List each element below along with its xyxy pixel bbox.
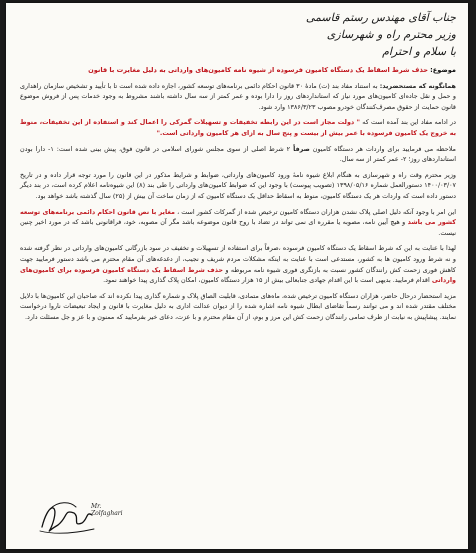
paragraph-1 [20, 81, 456, 113]
paragraph-3 [20, 144, 456, 165]
paragraph-3-part-a: ملاحظه می فرمایید برای واردات هر دستگاه کامیون [312, 144, 456, 153]
paragraph-7: مزید استحضار درحال حاضر، هزاران دستگاه کامیون ترخیص شده، ماه‌های متمادی، قابلیت الصاق پلاک و شماره گذاری پیدا نکرده اند که صاحبان این کامیون‌ها با دلایل مختلف مقتدر شده اند و می توانند رسماً تقاضای ابطال شیوه نامه اشاره شده را از دیوان عدالت اداری به دلیل مغایرت با قانون و ایجاد تبعیضات ناروا درخواست نمایند. پیشاپیش به نیابت از طرف تمامی رانندگان زحمت کش این مرز و بوم، از آن مقام محترم و با عزت، دعای خیر بفرمایید که ممنون و با عز و جل مسئلت دارد. [19, 291, 456, 321]
paragraph-1-body: به استناد مفاد بند (ت) مادهٔ ۳۰ قانون احکام دائمی برنامه‌های توسعه کشور، اجازه داده شده است تا با تأیید و تشخیص سازمان راهداری و حمل و نقل جاده‌ای کامیون‌های مورد نیاز که استانداردهای روز را دارا بوده و عمر کمتر از سه سال داشته باشند مشروط به وجود خدمات پس از فروش موضوع قانون حمایت از حقوق مصرف‌کنندگان خودرو مصوب ۱۳۸۶/۳/۲۳ وارد شود. [20, 81, 456, 111]
paragraph-2 [20, 117, 456, 138]
paragraph-3-emphasis: صرفاً [293, 144, 310, 153]
addressee-line-1: جناب آقای مهندس رستم قاسمی [305, 11, 456, 24]
greeting: با سلام و احترام [382, 45, 456, 58]
handwritten-signature [36, 497, 131, 537]
paragraph-5-part-b: و هیچ آیین نامه، مصوبه یا مقرره ای نمی تواند در تضاد با روح قانون موضوعه باشد مگر آن مصوبه، خود، فراقانونی باشد که در مورد اخیر چنین نیست. [20, 218, 456, 237]
paragraph-6-part-b: اقدام فرمایید. بدیهی است با این اقدام جهادی جنابعالی بیش از ۱۵ هزار دستگاه کامیون، امکان پلاک گذاری پیدا خواهند نمود. [103, 276, 430, 285]
paragraph-5-part-a: این امر با وجود آنکه دلیل اصلی پلاک نشدن هزاران دستگاه کامیون ترخیص شده از گمرکات کشور است ، [177, 207, 456, 216]
subject-line [20, 65, 456, 76]
paragraph-6-highlight: حذف شرط اسقاط یک دستگاه کامیون فرسوده برای کامیون‌های وارداتی [20, 265, 456, 285]
letter-page [6, 3, 468, 549]
subject-text: حذف شرط اسقاط یک دستگاه کامیون فرسوده از شیوه نامه کامیون‌های وارداتی به دلیل مغایرت با قانون [88, 66, 429, 74]
paragraph-2-quote: " دولت مجاز است در این رابطه تخفیفات و تسهیلات گمرکی را اعمال کند و استفاده از این تخفیفات، منوط به خروج یک کامیون فرسوده با عمر بیش از بیست و پنج سال به ازای هر کامیون وارداتی است." [20, 118, 456, 137]
subject-label: موضوع: [430, 66, 456, 74]
paragraph-4: وزیر محترم وقت راه و شهرسازی به هنگام ابلاغ شیوه نامهٔ ورود کامیون‌های وارداتی، ضوابط و شرایط مذکور در این قانون را مورد توجه قرار داده و در تاریخ ۱۴۰۰/۰۳/۰۷ دستورالعمل شماره ۱۳۹۸/۰۵/۱۶ (تصویب پیوست) با وجود این که ضوابط کامیون‌های وارداتی را طی بند (۸) این شیوه‌نامه اعلام کرده است، در بند دیگر دستور داده است که واردات هر یک دستگاه کامیون، منوط به اسقاط حداقل یک دستگاه کامیون که از زمان ساخت آن بیش از (۲۵) سال گذشته باشد خواهد بود. [20, 170, 456, 200]
paragraph-2-intro: در ادامه مفاد این بند آمده است که [362, 118, 456, 127]
signature-name: Mr. Zolfaghari [91, 503, 123, 517]
paragraph-5-highlight: مغایر با نص قانون احکام دائمی برنامه‌های توسعه کشور می باشد [20, 207, 456, 227]
letter-body [6, 3, 468, 322]
paragraph-6 [20, 243, 456, 285]
paragraph-5 [20, 207, 456, 239]
paragraph-3-part-b: ۲ شرط اصلی از سوی مجلس شورای اسلامی در قانون فوق، پیش بینی شده است: ۱- دارا بودن استانداردهای روز؛ ۲- عمر کمتر از سه سال. [20, 144, 456, 164]
addressee-line-2: وزیر محترم راه و شهرسازی [326, 28, 456, 41]
paragraph-1-lead: همانگونه که مستحضرید: [379, 81, 456, 90]
paragraph-6-part-a: لهذا با عنایت به این که شرط اسقاط یک دستگاه کامیون فرسوده ،صرفاً برای استفاده از تسهیلات و تخفیف در سود بازرگانی کامیون‌های وارداتی در نظر گرفته شده و نه شرط ورود کامیون ها به کشور، مستدعی است با عنایت به اینکه مشکلات مردم شریف و نجیب، از دغدغه‌های آن مقام محترم می باشد دستور فرمایید جهت کاهش فوری زحمت کش رانندگان کشور نسبت به بازنگری فوری شیوه نامه مربوطه و [20, 244, 456, 274]
